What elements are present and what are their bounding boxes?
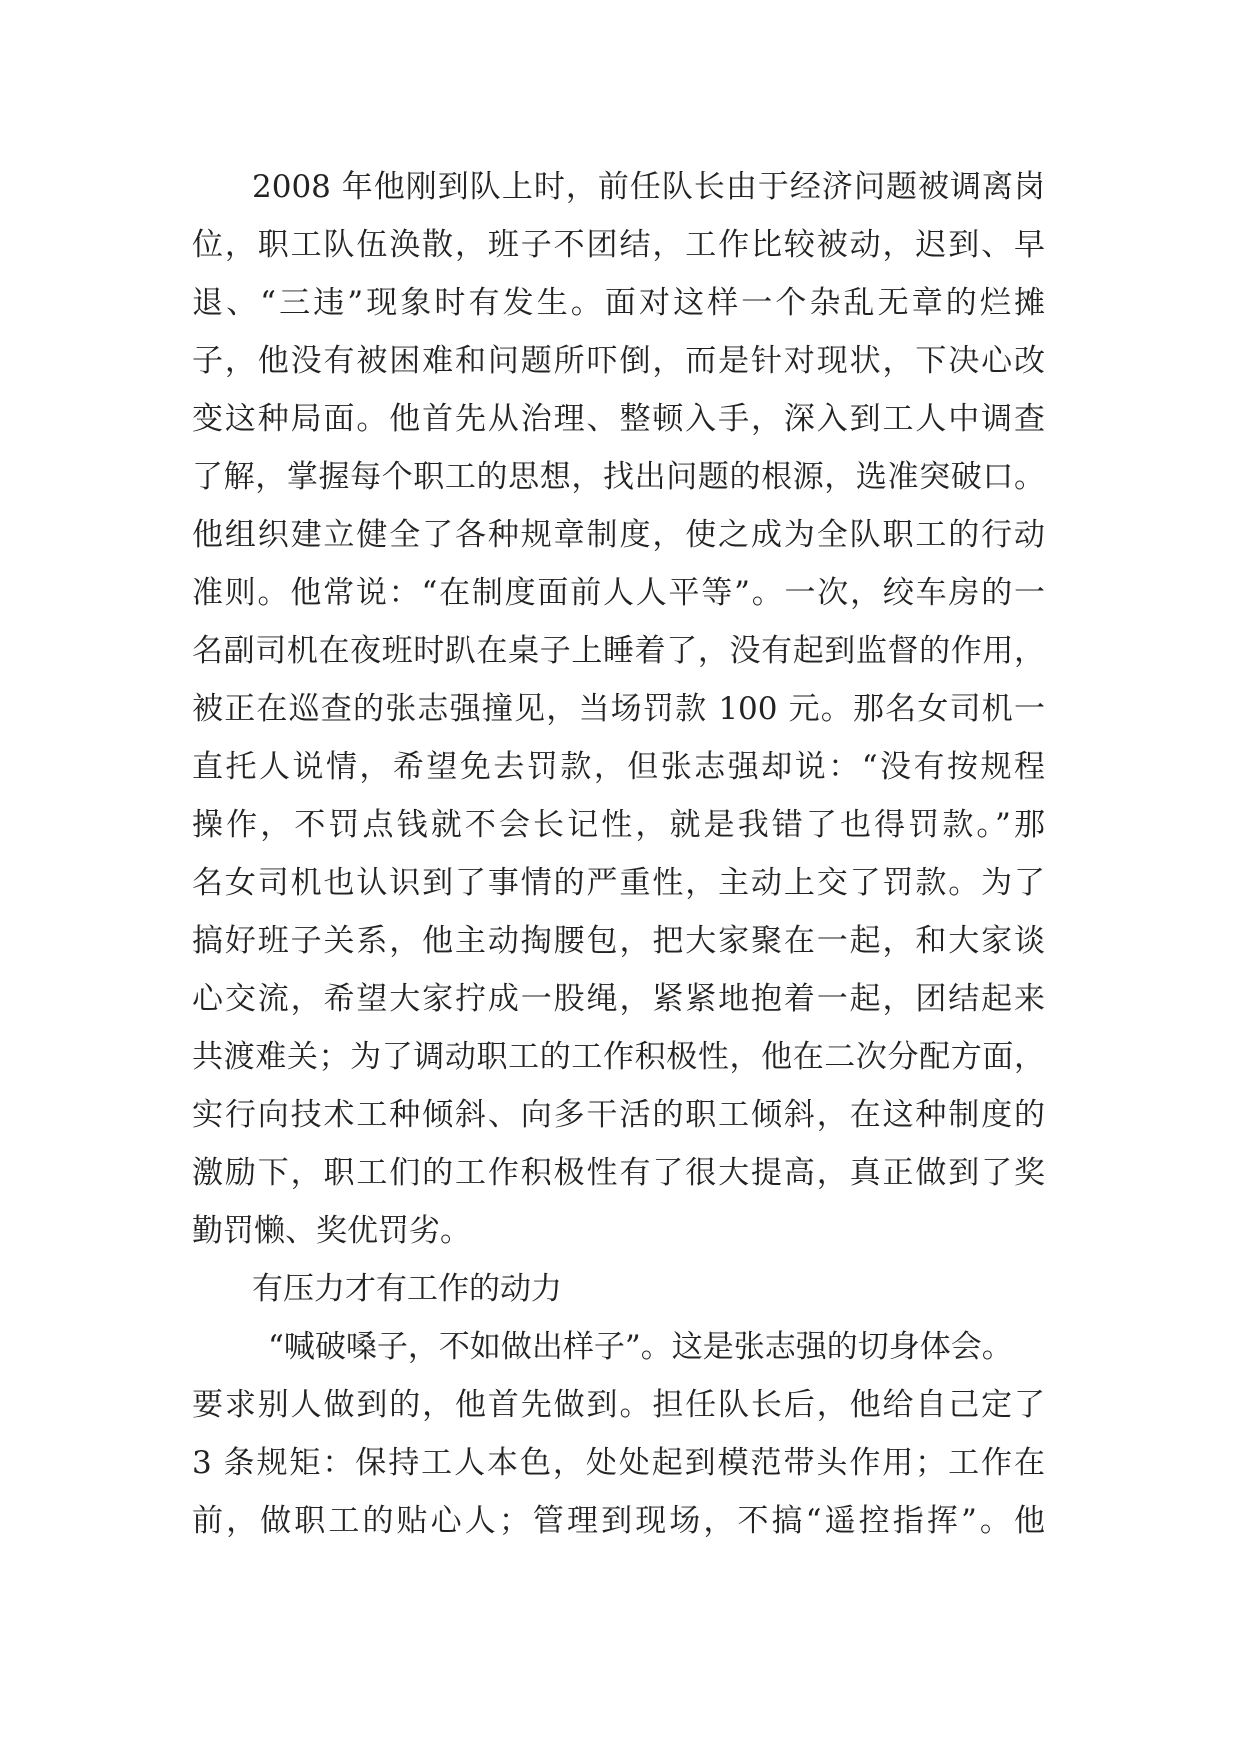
section-heading: 有压力才有工作的动力 [252, 1271, 562, 1307]
paragraph-1-line-4: 子，他没有被困难和问题所吓倒，而是针对现状，下决心改 [192, 343, 1045, 379]
paragraph-1-line-16: 共渡难关；为了调动职工的工作积极性，他在二次分配方面， [192, 1039, 1045, 1075]
paragraph-1-line-17: 实行向技术工种倾斜、向多干活的职工倾斜，在这种制度的 [192, 1097, 1045, 1133]
paragraph-1-line-5: 变这种局面。他首先从治理、整顿入手，深入到工人中调查 [192, 401, 1045, 437]
paragraph-1-line-10: 被正在巡查的张志强撞见，当场罚款 100 元。那名女司机一 [192, 691, 1045, 727]
paragraph-1-line-15: 心交流，希望大家拧成一股绳，紧紧地抱着一起，团结起来 [192, 981, 1045, 1017]
paragraph-2-line-4: 前，做职工的贴心人；管理到现场，不搞“遥控指挥”。他 [192, 1503, 1045, 1539]
paragraph-2-line-1: “喊破嗓子，不如做出样子”。这是张志强的切身体会。 [268, 1329, 1013, 1365]
paragraph-2-line-2: 要求别人做到的，他首先做到。担任队长后，他给自己定了 [192, 1387, 1045, 1423]
paragraph-1-line-19: 勤罚懒、奖优罚劣。 [192, 1213, 471, 1249]
paragraph-1-line-2: 位，职工队伍涣散，班子不团结，工作比较被动，迟到、早 [192, 227, 1045, 263]
paragraph-1-line-7: 他组织建立健全了各种规章制度，使之成为全队职工的行动 [192, 517, 1045, 553]
paragraph-1-line-9: 名副司机在夜班时趴在桌子上睡着了，没有起到监督的作用， [192, 633, 1045, 669]
paragraph-1-line-11: 直托人说情，希望免去罚款，但张志强却说：“没有按规程 [192, 749, 1045, 785]
paragraph-1-line-1: 2008 年他刚到队上时，前任队长由于经济问题被调离岗 [252, 169, 1045, 205]
paragraph-2-line-3: 3 条规矩：保持工人本色，处处起到模范带头作用；工作在 [192, 1445, 1045, 1481]
paragraph-1-line-3: 退、“三违”现象时有发生。面对这样一个杂乱无章的烂摊 [192, 285, 1045, 321]
paragraph-1-line-14: 搞好班子关系，他主动掏腰包，把大家聚在一起，和大家谈 [192, 923, 1045, 959]
paragraph-1-line-6: 了解，掌握每个职工的思想，找出问题的根源，选准突破口。 [192, 459, 1045, 495]
paragraph-1-line-18: 激励下，职工们的工作积极性有了很大提高，真正做到了奖 [192, 1155, 1045, 1191]
paragraph-1-line-8: 准则。他常说：“在制度面前人人平等”。一次，绞车房的一 [192, 575, 1045, 611]
paragraph-1-line-13: 名女司机也认识到了事情的严重性，主动上交了罚款。为了 [192, 865, 1045, 901]
paragraph-1-line-12: 操作，不罚点钱就不会长记性，就是我错了也得罚款。”那 [192, 807, 1045, 843]
